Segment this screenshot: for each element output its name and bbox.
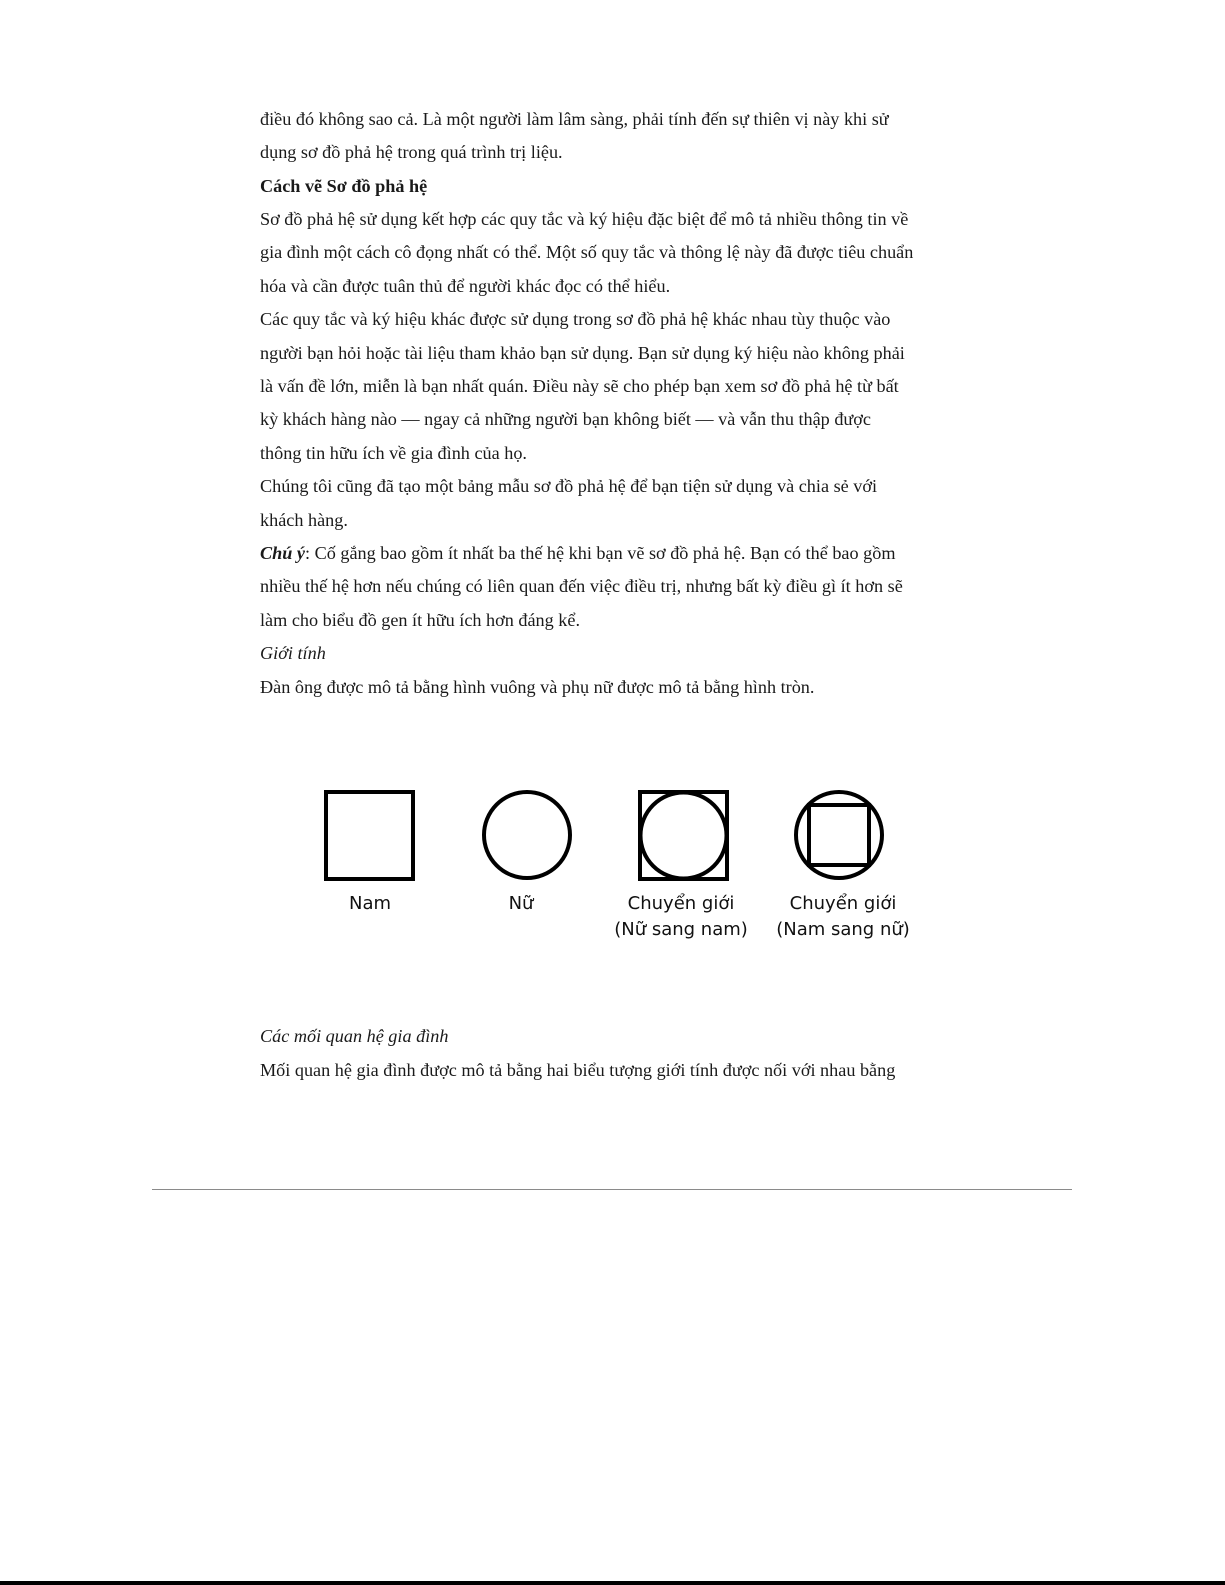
paragraph-line: Mối quan hệ gia đình được mô tả bằng hai biểu tượng giới tính được nối với nhau bằng (260, 1060, 896, 1080)
transgender-mtf-symbol (776, 792, 910, 940)
gender-symbols-figure (284, 775, 944, 960)
square-icon (809, 805, 869, 865)
symbol-label-ftm-1: Chuyển giới (627, 893, 735, 914)
page-divider (152, 1189, 1072, 1190)
paragraph-line: Sơ đồ phả hệ sử dụng kết hợp các quy tắc và ký hiệu đặc biệt để mô tả nhiều thông tin về (260, 209, 909, 229)
paragraph-line: làm cho biểu đồ gen ít hữu ích hơn đáng kể. (260, 610, 581, 630)
symbol-label-ftm-2: (Nữ sang nam) (614, 919, 748, 940)
paragraph-line: Các quy tắc và ký hiệu khác được sử dụng trong sơ đồ phả hệ khác nhau tùy thuộc vào (260, 309, 891, 329)
paragraph-line: thông tin hữu ích về gia đình của họ. (260, 443, 527, 463)
paragraph-line: người bạn hỏi hoặc tài liệu tham khảo bạn sử dụng. Bạn sử dụng ký hiệu nào không phải (260, 343, 905, 363)
paragraph-line: hóa và cần được tuân thủ để người khác đọc có thể hiểu. (260, 276, 671, 296)
section-heading: Cách vẽ Sơ đồ phả hệ (260, 176, 428, 196)
note-text: : Cố gắng bao gồm ít nhất ba thế hệ khi bạn vẽ sơ đồ phả hệ. Bạn có thể bao gồm (304, 543, 896, 563)
transgender-ftm-symbol (614, 792, 748, 940)
note-line (260, 544, 895, 562)
circle-icon (641, 793, 727, 879)
subheading-gender: Giới tính (260, 643, 326, 663)
circle-icon (484, 792, 570, 878)
paragraph-line: là vấn đề lớn, miễn là bạn nhất quán. Điều này sẽ cho phép bạn xem sơ đồ phả hệ từ bất (260, 376, 899, 396)
paragraph-line: khách hàng. (260, 510, 348, 530)
male-symbol (326, 792, 413, 914)
symbol-label-mtf-1: Chuyển giới (789, 893, 897, 914)
square-icon (326, 792, 413, 879)
paragraph-line: Chúng tôi cũng đã tạo một bảng mẫu sơ đồ phả hệ để bạn tiện sử dụng và chia sẻ với (260, 476, 878, 496)
bottom-border (0, 1581, 1225, 1585)
paragraph-line: Đàn ông được mô tả bằng hình vuông và phụ nữ được mô tả bằng hình tròn. (260, 677, 815, 697)
symbol-label-male: Nam (348, 893, 392, 914)
symbol-label-mtf-2: (Nam sang nữ) (776, 919, 910, 940)
paragraph-line: dụng sơ đồ phả hệ trong quá trình trị liệu. (260, 142, 563, 162)
paragraph-line: gia đình một cách cô đọng nhất có thể. Một số quy tắc và thông lệ này đã được tiêu chuẩn (260, 242, 914, 262)
paragraph-line: nhiều thế hệ hơn nếu chúng có liên quan đến việc điều trị, nhưng bất kỳ điều gì ít hơn sẽ (260, 576, 903, 596)
note-label: Chú ý (260, 543, 305, 563)
subheading-family-relations: Các mối quan hệ gia đình (260, 1026, 449, 1046)
symbol-label-female: Nữ (508, 893, 534, 914)
paragraph-line: kỳ khách hàng nào — ngay cả những người bạn không biết — và vẫn thu thập được (260, 409, 871, 429)
paragraph-line: điều đó không sao cả. Là một người làm lâm sàng, phải tính đến sự thiên vị này khi sử (260, 109, 889, 129)
female-symbol (484, 792, 570, 914)
